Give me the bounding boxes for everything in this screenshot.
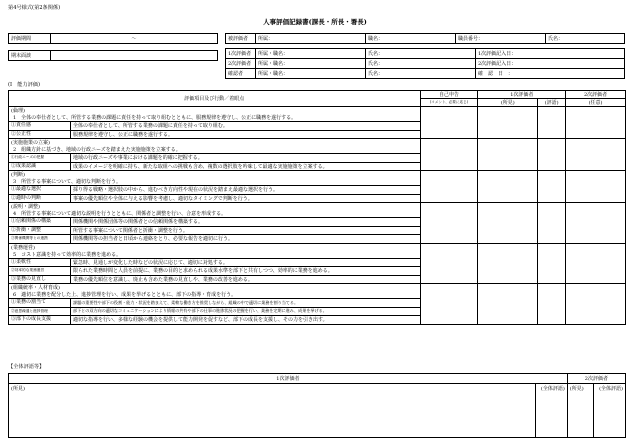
evaluator-date[interactable]: 確 認 日 ：: [476, 69, 625, 79]
header-first-grade: (評語): [538, 99, 566, 107]
evaluation-table: [8, 90, 626, 325]
item-label: ①責任感: [9, 122, 71, 130]
item-label: ③関係機関等との連携: [9, 235, 71, 243]
cell-self[interactable]: [420, 243, 478, 284]
cell-self[interactable]: [420, 284, 478, 325]
evaluator-row-3: [226, 69, 625, 79]
overall-second-obs[interactable]: [567, 384, 593, 438]
evaluatee-table: [225, 33, 625, 44]
item-text: 事案の優先順位や全体に与える影響を考慮し、適切なタイミングで判断を行う。: [73, 195, 253, 202]
category-name: (業務運営): [9, 243, 421, 251]
cell-first-grade[interactable]: [538, 139, 566, 171]
category-row: [9, 203, 626, 211]
evaluatee-label: 被評価者: [226, 34, 256, 44]
cell-self[interactable]: [420, 171, 478, 203]
evaluator-date[interactable]: 1次評価記入日：: [476, 49, 625, 59]
item-label: ①信頼関係の構築: [9, 218, 71, 226]
evaluator-role: 確認者: [226, 69, 256, 79]
period-table: [8, 33, 218, 44]
overall-second-header: 2次評価者: [567, 374, 625, 384]
cell-first-obs[interactable]: [478, 243, 538, 284]
item-label: ②成果認識: [9, 163, 71, 171]
cell-first-grade[interactable]: [538, 284, 566, 325]
item-label: ②公正性: [9, 131, 71, 139]
interview-value[interactable]: [51, 51, 218, 61]
cell-second[interactable]: [566, 203, 626, 244]
item-text: 成果のイメージを明確に持ち、新たな取組への挑戦も含め、複数の選択肢を吟味して最適な実施施策を立案する。: [73, 163, 328, 170]
evaluators-table: [225, 48, 625, 79]
category-name: (説明・調整): [9, 203, 421, 211]
item-text: 所管する事案について関係者と折衝・調整を行う。: [73, 227, 188, 234]
cell-first-obs[interactable]: [478, 203, 538, 244]
evaluator-name[interactable]: 氏名：: [366, 49, 476, 59]
item-text: 地域の行政ニーズや事業における課題を的確に把握する。: [73, 155, 203, 162]
header-second: 2次評価者: [566, 91, 626, 99]
header-self: 自己申告: [420, 91, 478, 99]
category-desc: 4 所管する事案について適切な説明を行うとともに、関係者と調整を行い、合意を形成する。: [9, 210, 421, 218]
overall-grade-label: (全体評語): [540, 386, 565, 392]
evaluator-role: 2次評価者: [226, 59, 256, 69]
cell-second[interactable]: [566, 243, 626, 284]
overall-first-header: 1次評価者: [9, 374, 568, 384]
section-ability-title: (Ⅰ 能力評価): [8, 82, 41, 88]
cell-self[interactable]: [420, 139, 478, 171]
header-first-obs: (所見): [478, 99, 538, 107]
category-row: [9, 284, 626, 292]
overall-first-obs[interactable]: [9, 384, 536, 438]
interview-table: [8, 50, 218, 61]
evaluator-role: 1次評価者: [226, 49, 256, 59]
item-label: ①柔軟性: [9, 259, 71, 267]
item-text: 緊急時、見通しが変化した時などの状況に応じて、適切に対処する。: [73, 259, 228, 266]
item-text: 業務の優先順位を意識し、廃止も含めた業務の見直しや、業務の改善を進める。: [73, 276, 253, 283]
evaluator-row-2: [226, 59, 625, 69]
item-text: 採り得る戦略・選択肢の中から、進むべき方向性や現在の状況を踏まえ最適な選択を行う。: [73, 187, 279, 194]
category-row: [9, 107, 626, 115]
item-text: 限られた業務時間と人員を前提に、業務の目的と求められる成果水準を部下と共有しつつ、効率的に業務を進める。: [73, 268, 333, 275]
header-second-sub: (任意): [566, 99, 626, 107]
item-text: 適切な指導を行い、多様な経験の機会を提供して能力開発を促すなど、部下の成長を支援し、その力を引き出す。: [73, 317, 328, 324]
cell-first-obs[interactable]: [478, 139, 538, 171]
category-row: [9, 139, 626, 147]
overall-section-title: 【全体評語等】: [8, 364, 45, 370]
form-number: 第4号様式(第2条関係): [8, 5, 61, 11]
item-text: 関係機関等の担当者と日頃から連絡をとり、必要な報告を適切に行う。: [73, 236, 234, 243]
cell-first-grade[interactable]: [538, 203, 566, 244]
evaluator-row-1: [226, 49, 625, 59]
cell-second[interactable]: [566, 284, 626, 325]
evaluator-position[interactable]: 所属・職名：: [256, 49, 366, 59]
item-label: ②適時の判断: [9, 195, 71, 203]
cell-self[interactable]: [420, 107, 478, 139]
category-desc: 2 組織方針に基づき、地域の行政ニーズを踏まえた実施施策を立案する。: [9, 146, 421, 154]
overall-second-grade[interactable]: [594, 384, 626, 438]
overall-grade-label: (全体評語): [599, 386, 623, 392]
cell-first-grade[interactable]: [538, 107, 566, 139]
evaluatee-dept[interactable]: 所属：: [256, 34, 366, 44]
category-desc: 6 適切に業務を配分した上、進捗管理を行い、成果を挙げるとともに、部下の指導・育成を行う。: [9, 291, 421, 299]
header-self-sub: (コメント、必要に応じ): [420, 99, 478, 107]
period-label: 評価期間: [9, 34, 51, 44]
category-desc: 3 所管する事案について、適切な判断を行う。: [9, 178, 421, 186]
form-title: 人事評価記録書(課長・所長・署長): [263, 18, 367, 26]
item-text: 全体の奉仕者として、所管する業務の課題に責任を持って取り組む。: [73, 123, 228, 130]
header-item: 評価項目及び行動／着眼点: [9, 91, 421, 107]
interview-label: 期末面談: [9, 51, 51, 61]
item-label: ①行政ニーズの把握: [9, 154, 71, 162]
period-range[interactable]: ～: [51, 34, 218, 44]
cell-second[interactable]: [566, 107, 626, 139]
category-name: (倫理): [9, 107, 421, 115]
overall-obs-label: (所見): [569, 386, 584, 392]
item-label: ①最適な選択: [9, 186, 71, 194]
category-name: (組織統率・人材育成): [9, 284, 421, 292]
overall-obs-label: (所見): [11, 386, 25, 392]
category-name: (判断): [9, 171, 421, 179]
cell-first-grade[interactable]: [538, 171, 566, 203]
item-text: 服務規律を遵守し、公正に職務を遂行する。: [73, 131, 174, 138]
item-label: ②意思疎通と進捗管理: [9, 308, 71, 316]
item-text: 関係機関や関係団体等の関係者との信頼関係を構築する。: [73, 219, 204, 226]
evaluator-name[interactable]: 氏名：: [366, 59, 476, 69]
cell-self[interactable]: [420, 203, 478, 244]
item-label: ②折衝・調整: [9, 227, 71, 235]
header-first: 1次評価者: [478, 91, 566, 99]
cell-second[interactable]: [566, 171, 626, 203]
item-label: ①業務の割当て: [9, 299, 71, 307]
cell-second[interactable]: [566, 139, 626, 171]
category-row: [9, 171, 626, 179]
evaluatee-name[interactable]: 氏名：: [546, 34, 625, 44]
category-desc: 5 コスト意識を持って効率的に業務を進める。: [9, 251, 421, 259]
category-desc: 1 全体の奉仕者として、所管する業務の課題に責任を持って取り組むとともに、服務規律を遵守し、公正に職務を遂行する。: [9, 114, 421, 122]
item-text: 部下との双方向の適切なコミュニケーションにより情報の共有や部下の仕事の進捗状況の把握を行い、業務を定期に進み、成果を挙げる。: [73, 308, 327, 314]
overall-table: [8, 373, 626, 438]
evaluatee-position[interactable]: 職名：: [366, 34, 456, 44]
category-name: (実施施策の立案): [9, 139, 421, 147]
evaluator-position[interactable]: 所属・職名：: [256, 69, 366, 79]
cell-first-obs[interactable]: [478, 171, 538, 203]
cell-first-grade[interactable]: [538, 243, 566, 284]
item-label: ③業務の見直し: [9, 276, 71, 284]
evaluator-name[interactable]: 氏名：: [366, 69, 476, 79]
overall-first-grade[interactable]: [535, 384, 567, 438]
item-label: ②効率的な業務運営: [9, 267, 71, 275]
evaluatee-id[interactable]: 職員番号：: [456, 34, 546, 44]
item-text: 課題の重要性や部下の役割・能力・状況を踏まえて、柔軟な働き方を推奨しながら、組織の中で適切に業務を割り当てる。: [73, 299, 299, 305]
evaluator-position[interactable]: 所属・職名：: [256, 59, 366, 69]
item-label: ③部下の成長支援: [9, 316, 71, 324]
cell-first-obs[interactable]: [478, 107, 538, 139]
evaluator-date[interactable]: 2次評価記入日：: [476, 59, 625, 69]
cell-first-obs[interactable]: [478, 284, 538, 325]
category-row: [9, 243, 626, 251]
